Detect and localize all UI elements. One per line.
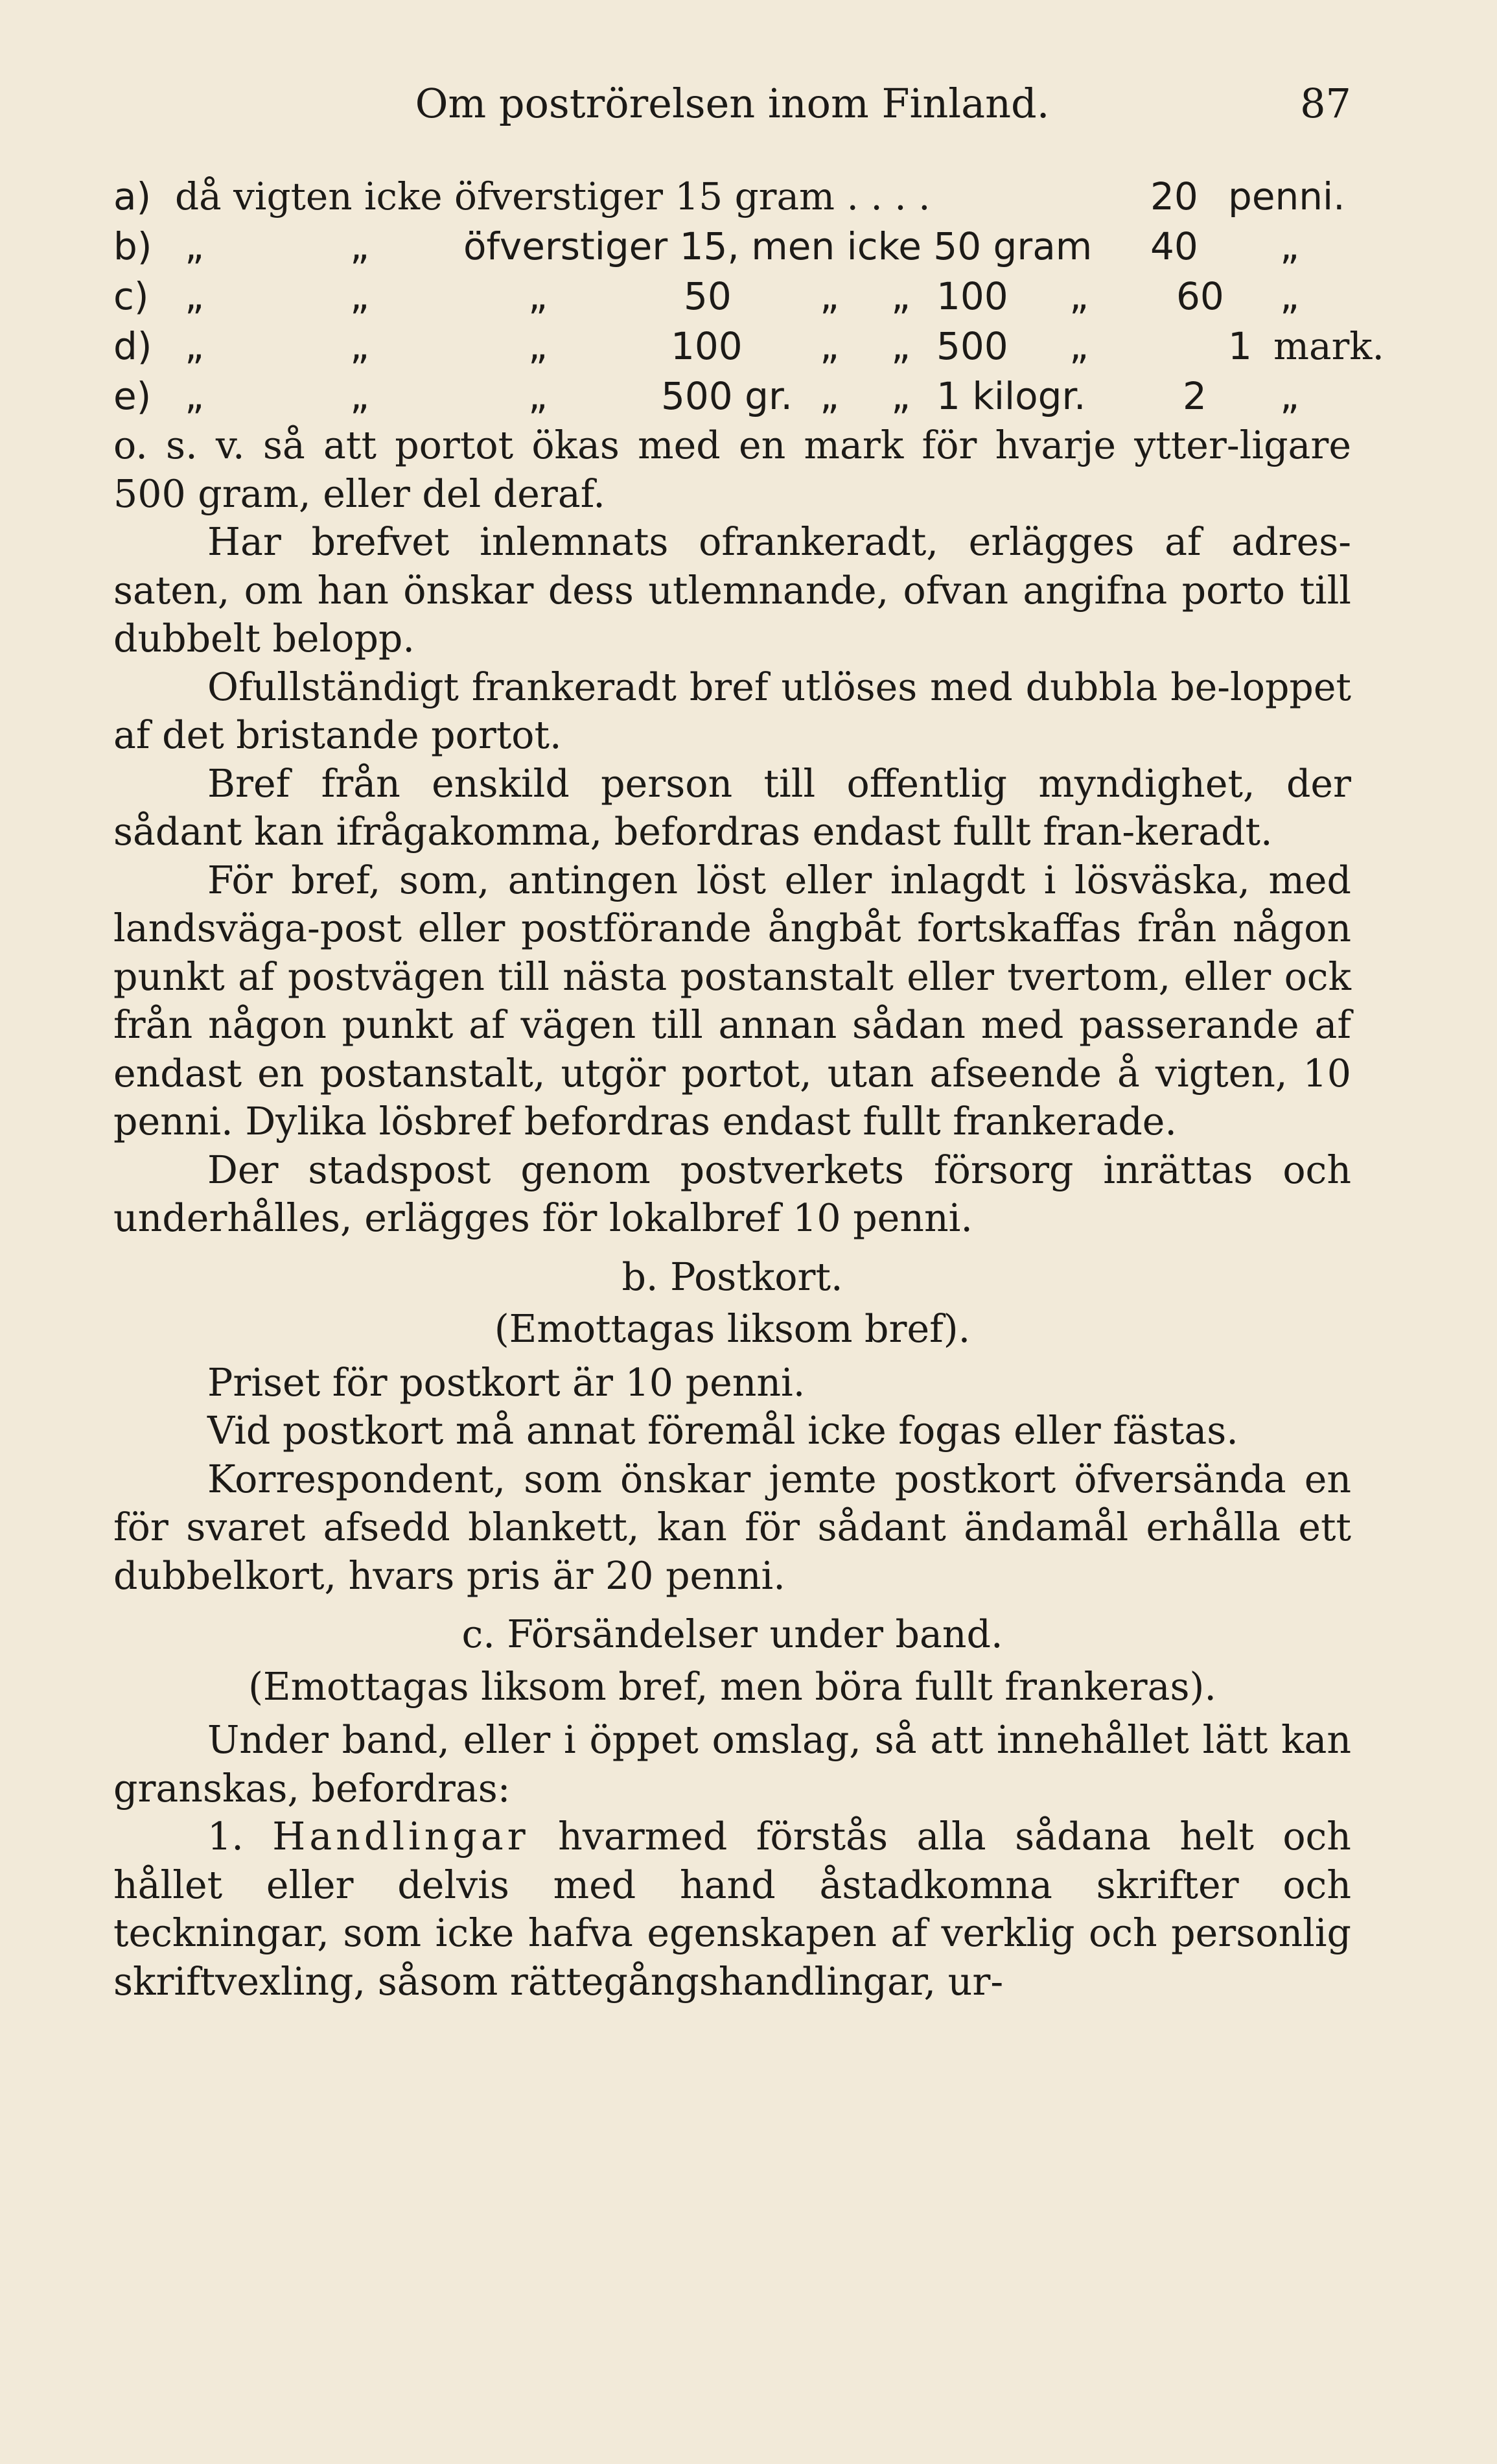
paragraph: Har brefvet inlemnats ofrankeradt, erlägges af adres-saten, om han önskar dess utlemnande, ofvan angifna porto till dubbelt belopp. (113, 520, 1351, 661)
paragraph: För bref, som, antingen löst eller inlagdt i lösväska, med landsväga-post eller postförande ångbåt fortskaffas från någon punkt af postvägen till nästa postanstalt eller tvertom, eller ock från någon punkt af vägen till annan sådan med passerande af endast en postanstalt, utgör portot, utan afseende å vigten, 10 penni. Dylika lösbref befordras endast fullt frankerade. (113, 858, 1351, 1144)
ditto-mark: „ (350, 274, 370, 318)
rate-amount: 2 (1183, 374, 1207, 418)
running-title: Om poströrelsen inom Finland. (415, 80, 1050, 127)
rate-amount: 40 (1150, 224, 1198, 268)
rate-row-e (113, 371, 1351, 421)
rate-unit: penni. (1228, 174, 1345, 218)
item-term: Handlingar (272, 1814, 529, 1859)
rate-to: 500 (936, 324, 1008, 368)
rate-label: a) (113, 174, 152, 218)
rate-amount: 1 (1228, 324, 1252, 368)
ditto-mark: „ (185, 374, 205, 418)
rate-unit: „ (1280, 224, 1300, 268)
rate-amount: 60 (1176, 274, 1224, 318)
rate-label: c) (113, 274, 149, 318)
paragraph: Korrespondent, som önskar jemte postkort öfversända en för svaret afsedd blankett, kan för sådant ändamål erhålla ett dubbelkort, hvars pris är 20 penni. (113, 1457, 1351, 1598)
page-number: 87 (1300, 80, 1351, 127)
rate-label: b) (113, 224, 152, 268)
rate-label: e) (113, 374, 152, 418)
ditto-mark: „ (350, 224, 370, 268)
section-heading: c. Försändelser under band. (461, 1612, 1003, 1656)
paragraph: o. s. v. så att portot ökas med en mark för hvarje ytter-ligare 500 gram, eller del deraf. (113, 423, 1351, 516)
paragraph: Der stadspost genom postverkets försorg inrättas och underhålles, erlägges för lokalbref 10 penni. (113, 1147, 1351, 1240)
rate-description: då vigten icke öfverstiger 15 gram . . . . (175, 174, 931, 218)
rate-row-a (113, 172, 1351, 222)
rate-unit: „ (1280, 374, 1300, 418)
running-header (113, 75, 1351, 133)
rate-from: 100 (671, 324, 743, 368)
ditto-mark: „ (891, 324, 911, 368)
ditto-mark: „ (891, 374, 911, 418)
section-subheading: (Emottagas liksom bref, men böra fullt frankeras). (248, 1664, 1216, 1709)
ditto-mark: „ (528, 374, 548, 418)
rate-amount: 20 (1150, 174, 1198, 218)
body-text (113, 421, 1351, 2006)
rate-from: 500 gr. (661, 374, 793, 418)
ditto-mark: „ (820, 374, 840, 418)
postage-rate-table (113, 172, 1384, 421)
rate-unit: mark. (1273, 324, 1384, 368)
paragraph: Ofullständigt frankeradt bref utlöses med dubbla be-loppet af det bristande portot. (113, 664, 1351, 757)
paragraph: Under band, eller i öppet omslag, så att innehållet lätt kan granskas, befordras: (113, 1718, 1351, 1811)
ditto-mark: „ (1069, 274, 1089, 318)
ditto-mark: „ (528, 274, 548, 318)
ditto-mark: „ (820, 324, 840, 368)
rate-row-d (113, 322, 1384, 371)
section-heading: b. Postkort. (621, 1254, 843, 1299)
paragraph: Priset för postkort är 10 penni. (207, 1360, 806, 1405)
section-subheading: (Emottagas liksom bref). (494, 1307, 971, 1351)
rate-unit: „ (1280, 274, 1300, 318)
item-number: 1. (207, 1814, 244, 1859)
ditto-mark: „ (185, 324, 205, 368)
rate-from: 50 (684, 274, 732, 318)
paragraph: Bref från enskild person till offentlig myndighet, der sådant kan ifrågakomma, befordras endast fullt fran-keradt. (113, 761, 1351, 854)
paragraph-numbered (113, 1813, 1351, 2006)
item-text: hvarmed förstås alla sådana helt och hållet eller delvis med hand åstadkomna skrifter och teckningar, som icke hafva egenskapen af verklig och personlig skriftvexling, såsom rättegångshandlingar, ur- (113, 1814, 1351, 2004)
rate-to: 1 kilogr. (936, 374, 1086, 418)
rate-to: 100 (936, 274, 1008, 318)
rate-row-b (113, 222, 1351, 272)
ditto-mark: „ (1069, 324, 1089, 368)
ditto-mark: „ (185, 224, 205, 268)
ditto-mark: „ (891, 274, 911, 318)
ditto-mark: „ (528, 324, 548, 368)
ditto-mark: „ (350, 374, 370, 418)
ditto-mark: „ (350, 324, 370, 368)
rate-row-c (113, 272, 1351, 322)
rate-label: d) (113, 324, 152, 368)
ditto-mark: „ (185, 274, 205, 318)
rate-description: öfverstiger 15, men icke 50 gram (463, 224, 1093, 268)
paragraph: Vid postkort må annat föremål icke fogas eller fästas. (207, 1409, 1238, 1453)
ditto-mark: „ (820, 274, 840, 318)
